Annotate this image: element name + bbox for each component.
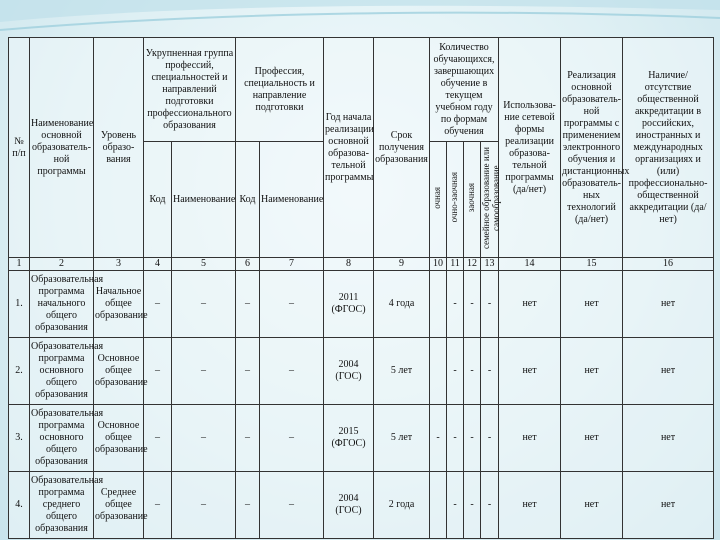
col-num: 9 [374, 258, 430, 271]
network-form: нет [499, 338, 561, 405]
group-name: – [172, 271, 236, 338]
col-num: 7 [260, 258, 324, 271]
header-form-fulltime: очная [430, 142, 447, 258]
header-profession: Профессия, специальность и направление подготовки [236, 38, 324, 142]
elearning: нет [561, 271, 623, 338]
profession-code: – [236, 472, 260, 539]
profession-code: – [236, 405, 260, 472]
table-row [9, 338, 714, 405]
col-num: 13 [481, 258, 499, 271]
profession-name: – [260, 338, 324, 405]
header-row-1 [9, 38, 714, 142]
program-name: Образовательная программа среднего общего образования [30, 472, 94, 539]
count-family: - [481, 338, 499, 405]
group-name: – [172, 405, 236, 472]
profession-name: – [260, 472, 324, 539]
header-enlarged-group: Укрупненная группа профессий, специальностей и направлений подготовки профессионального образования [144, 38, 236, 142]
count-extramural: - [464, 472, 481, 539]
col-num: 1 [9, 258, 30, 271]
header-form-family: семейное образование или самообразование [481, 142, 499, 258]
start-year: 2004 (ГОС) [324, 338, 374, 405]
col-num: 6 [236, 258, 260, 271]
header-code-1: Код [144, 142, 172, 258]
row-number: 4. [9, 472, 30, 539]
count-family: - [481, 271, 499, 338]
count-fulltime [430, 271, 447, 338]
profession-code: – [236, 271, 260, 338]
elearning: нет [561, 405, 623, 472]
header-count: Количество обучающихся, завершающих обучение в текущем учебном году по формам обучения [430, 38, 499, 142]
decorative-swoosh [0, 0, 720, 40]
col-num: 4 [144, 258, 172, 271]
education-level: Основное общее образование [94, 338, 144, 405]
network-form: нет [499, 271, 561, 338]
header-name-2: Наименование [260, 142, 324, 258]
header-network: Использова-ние сетевой формы реализации образова-тельной программы (да/нет) [499, 38, 561, 258]
group-name: – [172, 472, 236, 539]
count-parttime: - [447, 405, 464, 472]
col-num: 14 [499, 258, 561, 271]
col-num: 16 [623, 258, 714, 271]
study-term: 4 года [374, 271, 430, 338]
count-parttime: - [447, 271, 464, 338]
study-term: 5 лет [374, 338, 430, 405]
header-name-1: Наименование [172, 142, 236, 258]
education-level: Начальное общее образование [94, 271, 144, 338]
count-parttime: - [447, 472, 464, 539]
col-num: 8 [324, 258, 374, 271]
elearning: нет [561, 472, 623, 539]
count-extramural: - [464, 405, 481, 472]
header-program-name: Наименование основной образователь-ной программы [30, 38, 94, 258]
group-code: – [144, 405, 172, 472]
col-num: 5 [172, 258, 236, 271]
col-num: 15 [561, 258, 623, 271]
header-accreditation: Наличие/ отсутствие общественной аккредитации в российских, иностранных и международных организациях и (или) профессионально-общественной аккредитации (да/нет) [623, 38, 714, 258]
group-code: – [144, 271, 172, 338]
education-level: Среднее общее образование [94, 472, 144, 539]
count-fulltime: - [430, 405, 447, 472]
study-term: 2 года [374, 472, 430, 539]
column-numbers-row [9, 258, 714, 271]
count-extramural: - [464, 271, 481, 338]
group-code: – [144, 472, 172, 539]
count-family: - [481, 472, 499, 539]
start-year: 2004 (ГОС) [324, 472, 374, 539]
group-name: – [172, 338, 236, 405]
header-elearning: Реализация основной образователь-ной программы с применением электронного обучения и дистанционных образователь-ных технологий (да/нет) [561, 38, 623, 258]
education-level: Основное общее образование [94, 405, 144, 472]
table-row [9, 271, 714, 338]
count-fulltime [430, 472, 447, 539]
table-row [9, 405, 714, 472]
row-number: 1. [9, 271, 30, 338]
header-term: Срок получения образования [374, 38, 430, 258]
accreditation: нет [623, 338, 714, 405]
count-parttime: - [447, 338, 464, 405]
network-form: нет [499, 472, 561, 539]
row-number: 3. [9, 405, 30, 472]
program-name: Образовательная программа основного общего образования [30, 338, 94, 405]
header-pn: № п/п [9, 38, 30, 258]
profession-name: – [260, 271, 324, 338]
col-num: 2 [30, 258, 94, 271]
count-extramural: - [464, 338, 481, 405]
profession-name: – [260, 405, 324, 472]
col-num: 10 [430, 258, 447, 271]
count-fulltime [430, 338, 447, 405]
program-name: Образовательная программа начального общего образования [30, 271, 94, 338]
accreditation: нет [623, 472, 714, 539]
header-form-parttime: очно-заочная [447, 142, 464, 258]
col-num: 3 [94, 258, 144, 271]
header-level: Уровень образо-вания [94, 38, 144, 258]
table-row [9, 472, 714, 539]
start-year: 2011 (ФГОС) [324, 271, 374, 338]
accreditation: нет [623, 271, 714, 338]
row-number: 2. [9, 338, 30, 405]
start-year: 2015 (ФГОС) [324, 405, 374, 472]
program-name: Образовательная программа основного общего образования [30, 405, 94, 472]
network-form: нет [499, 405, 561, 472]
header-form-extramural: заочная [464, 142, 481, 258]
study-term: 5 лет [374, 405, 430, 472]
group-code: – [144, 338, 172, 405]
header-year-start: Год начала реализации основной образова-тельной программы [324, 38, 374, 258]
col-num: 11 [447, 258, 464, 271]
count-family: - [481, 405, 499, 472]
header-code-2: Код [236, 142, 260, 258]
col-num: 12 [464, 258, 481, 271]
programs-table [8, 37, 714, 539]
elearning: нет [561, 338, 623, 405]
profession-code: – [236, 338, 260, 405]
accreditation: нет [623, 405, 714, 472]
